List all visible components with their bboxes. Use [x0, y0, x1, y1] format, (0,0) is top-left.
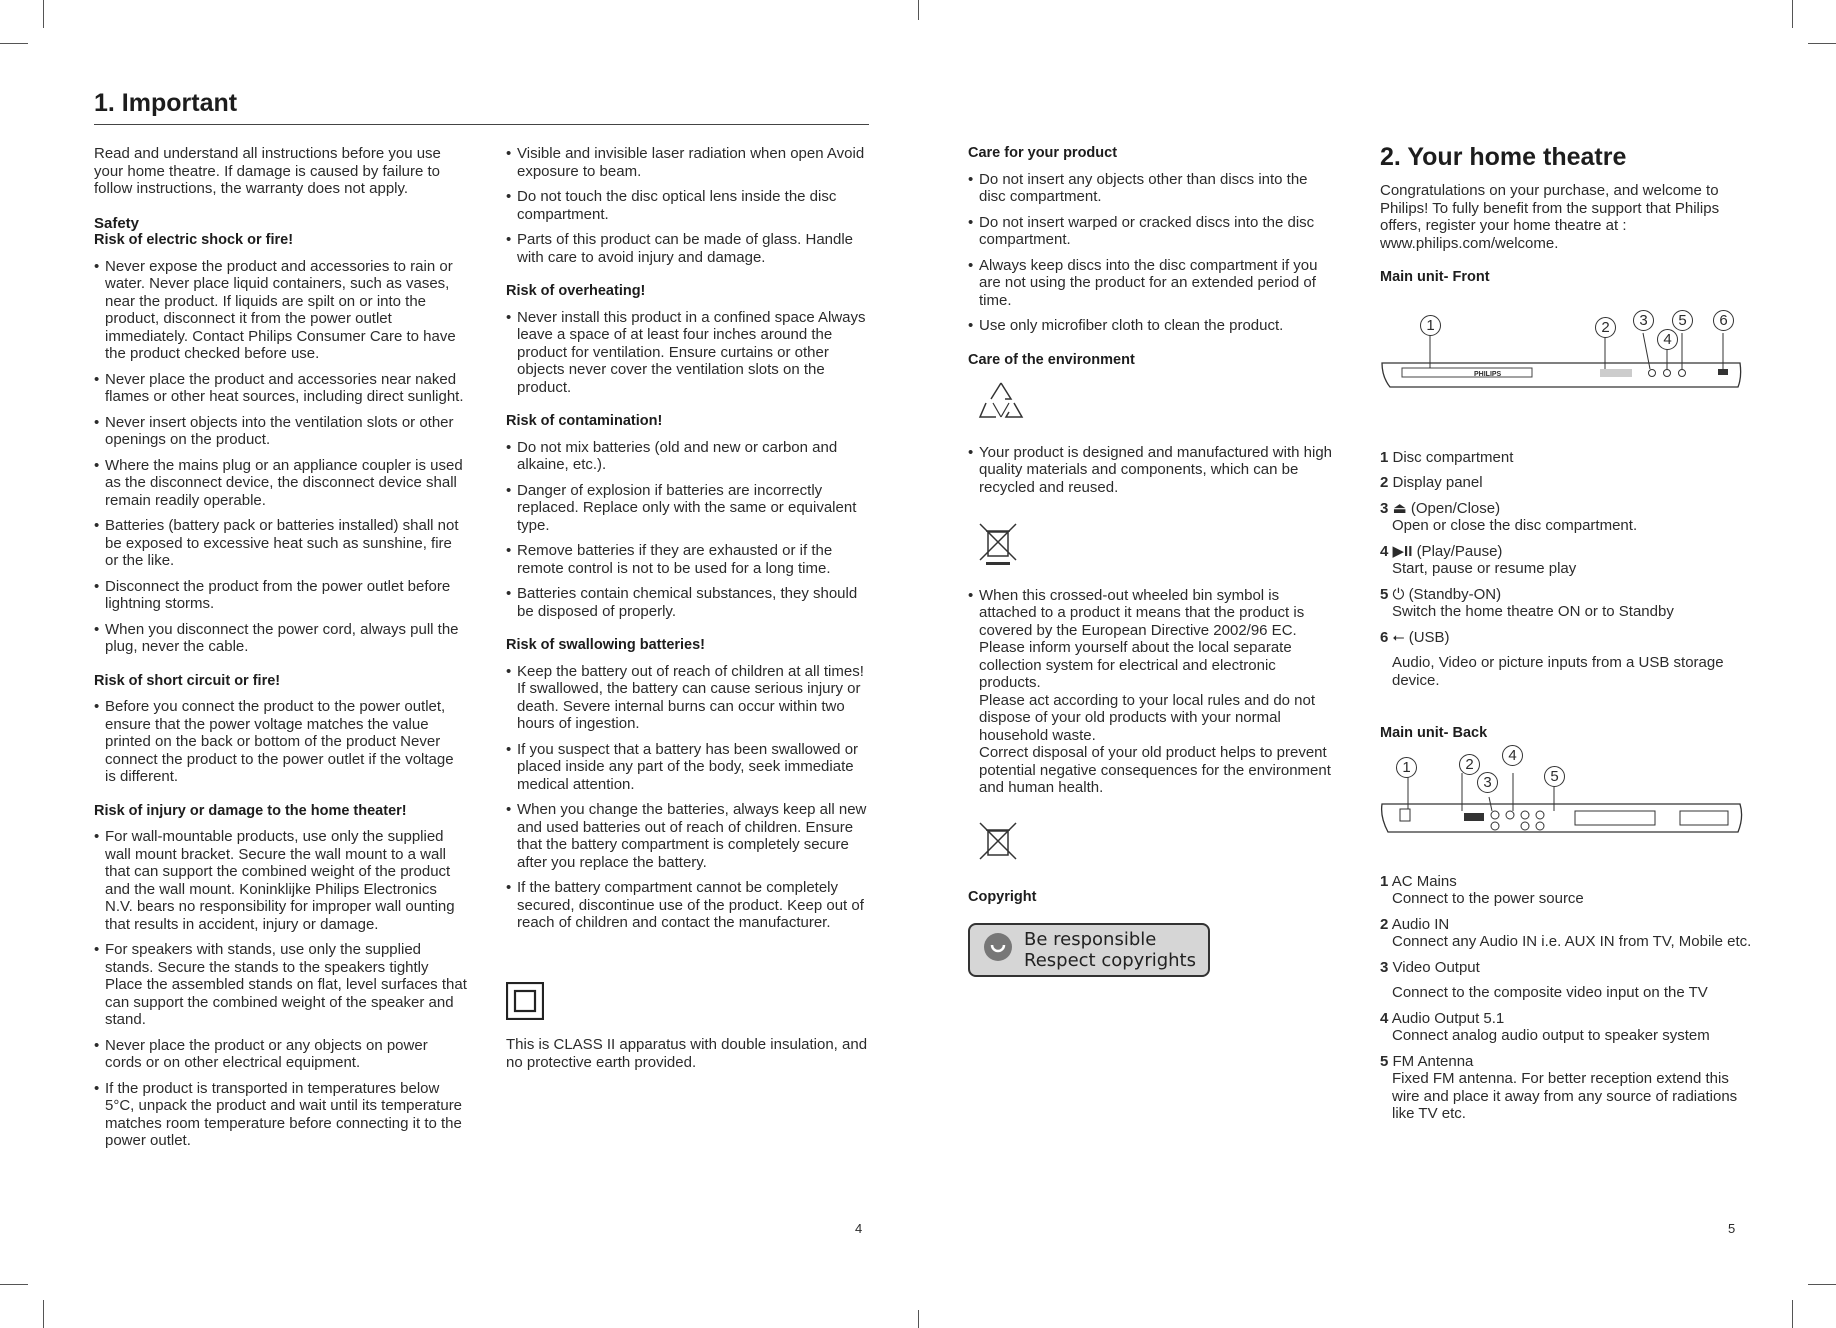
short-circuit-heading: Risk of short circuit or fire!	[94, 672, 281, 689]
electric-shock-heading: Risk of electric shock or fire!	[94, 232, 294, 248]
item-number: 5	[1380, 585, 1389, 603]
item-label: Video Output	[1392, 958, 1480, 976]
laser-list	[506, 145, 874, 266]
item-label: (Standby-ON)	[1408, 585, 1502, 603]
back-callout: 5	[1544, 766, 1565, 787]
crop-mark	[918, 0, 919, 20]
overheating-list	[506, 309, 874, 397]
crop-mark	[0, 1284, 28, 1285]
item-label: (Open/Close)	[1410, 499, 1501, 517]
care-environment-heading: Care of the environment	[968, 351, 1135, 368]
care-product-list	[968, 171, 1338, 335]
list-item: • Never place the product or any objects on power cords or on other electrical equipment.	[94, 1037, 467, 1072]
copyright-icon	[982, 931, 1014, 968]
item-number: 2	[1380, 474, 1389, 491]
left-column-1	[94, 145, 467, 1167]
swallowing-list	[506, 663, 874, 932]
usb-icon: ⭠	[1392, 628, 1405, 646]
crop-mark	[1808, 43, 1836, 44]
list-item: • If the battery compartment cannot be completely secured, discontinue use of the product. Keep out of reach of children and contact the manufacturer.	[506, 879, 874, 932]
list-item: • Always keep discs into the disc compartment if you are not using the product for an extended period of time.	[968, 257, 1338, 310]
item-desc: Connect analog audio output to speaker system	[1392, 1027, 1710, 1044]
short-circuit-list	[94, 698, 467, 786]
copyright-heading: Copyright	[968, 889, 1037, 905]
eject-icon: ⏏	[1392, 499, 1407, 517]
list-item: • Never install this product in a confined space Always leave a space of at least four inches around the product for ventilation. Ensure curtains or other objects never cover the ventilation slots on the product.	[506, 309, 874, 397]
back-item	[1380, 1010, 1760, 1045]
crossed-bin-icon	[978, 522, 1338, 571]
list-item	[968, 587, 1338, 797]
back-item	[1380, 873, 1760, 908]
item-label: (Play/Pause)	[1416, 542, 1503, 560]
front-item	[1380, 474, 1760, 492]
list-item: • Do not insert warped or cracked discs into the disc compartment.	[968, 214, 1338, 249]
item-label: AC Mains	[1391, 872, 1457, 890]
item-label: Audio Output 5.1	[1391, 1009, 1505, 1027]
intro-text: Read and understand all instructions before you use your home theatre. If damage is caused by failure to follow instructions, the warranty does not apply.	[94, 145, 441, 197]
list-item: • Before you connect the product to the power outlet, ensure that the power voltage matches the value printed on the back or bottom of the product Never connect the product to the power outlet if the voltage is different.	[94, 698, 467, 786]
item-desc: Start, pause or resume play	[1392, 560, 1577, 577]
list-item: • Use only microfiber cloth to clean the product.	[968, 317, 1338, 335]
item-number: 4	[1380, 542, 1389, 560]
back-diagram	[1380, 746, 1760, 859]
item-number: 4	[1380, 1009, 1389, 1027]
front-callout: 2	[1595, 317, 1616, 338]
list-item: • Never place the product and accessories near naked flames or other heat sources, including direct sunlight.	[94, 371, 467, 406]
front-item	[1380, 543, 1760, 578]
copyright-line-2: Respect copyrights	[1024, 949, 1196, 971]
list-item: • For wall-mountable products, use only the supplied wall mount bracket. Secure the wall mount to a wall that can support the combined weight of the product and the wall mount. Koninklijke Philips Electronics N.V. bears no responsibility for improper wall ounting that results in accident, injury or damage.	[94, 828, 467, 933]
list-item: • Do not touch the disc optical lens inside the disc compartment.	[506, 188, 874, 223]
list-item: • Keep the battery out of reach of children at all times! If swallowed, the battery can cause serious injury or death. Severe internal burns can occur within two hours of ingestion.	[506, 663, 874, 733]
list-item: • Batteries (battery pack or batteries installed) shall not be exposed to excessive heat such as sunshine, fire or the like.	[94, 517, 467, 570]
back-item	[1380, 1053, 1760, 1123]
list-item: • Danger of explosion if batteries are incorrectly replaced. Replace only with the same or equivalent type.	[506, 482, 874, 535]
item-label: FM Antenna	[1392, 1052, 1474, 1070]
weee-line: Correct disposal of your old product helps to prevent potential negative consequences for the environment and human health.	[979, 744, 1331, 796]
weee-list	[968, 587, 1338, 797]
class2-icon	[506, 982, 874, 1025]
section-title: 2. Your home theatre	[1380, 143, 1627, 171]
copyright-badge	[968, 923, 1210, 977]
swallowing-heading: Risk of swallowing batteries!	[506, 637, 706, 653]
list-item: • Remove batteries if they are exhausted or if the remote control is not to be used for a long time.	[506, 542, 874, 577]
list-item: • When you change the batteries, always keep all new and used batteries out of reach of children. Ensure that the battery compartment is completely secure after you replace the battery.	[506, 801, 874, 871]
list-item: • Do not insert any objects other than discs into the disc compartment.	[968, 171, 1338, 206]
back-callout: 4	[1502, 745, 1523, 766]
crop-mark	[1792, 0, 1793, 28]
back-heading: Main unit- Back	[1380, 725, 1488, 741]
care-product-heading: Care for your product	[968, 145, 1118, 161]
item-label: Audio IN	[1391, 915, 1450, 933]
section-intro: Congratulations on your purchase, and welcome to Philips! To fully benefit from the support that Philips offers, register your home theatre at : www.philips.com/welcome.	[1380, 182, 1720, 252]
list-item: • Do not mix batteries (old and new or carbon and alkaine, etc.).	[506, 439, 874, 474]
item-desc: Connect any Audio IN i.e. AUX IN from TV, Mobile etc.	[1392, 933, 1752, 950]
injury-list	[94, 828, 467, 1150]
item-number: 5	[1380, 1052, 1389, 1070]
right-column-2	[1380, 140, 1760, 1131]
left-column-2	[506, 145, 874, 1088]
item-number: 1	[1380, 872, 1389, 890]
injury-heading: Risk of injury or damage to the home theater!	[94, 802, 407, 819]
contamination-list	[506, 439, 874, 621]
front-item	[1380, 449, 1760, 467]
class2-text: This is CLASS II apparatus with double insulation, and no protective earth provided.	[506, 1036, 868, 1071]
back-item	[1380, 916, 1760, 951]
item-desc: Fixed FM antenna. For better reception extend this wire and place it away from any source of radiations like TV etc.	[1392, 1070, 1738, 1122]
list-item: • Disconnect the product from the power outlet before lightning storms.	[94, 578, 467, 613]
crop-mark	[43, 1300, 44, 1328]
list-item: • Parts of this product can be made of glass. Handle with care to avoid injury and damage.	[506, 231, 874, 266]
front-diagram	[1380, 295, 1760, 415]
front-callout: 1	[1420, 315, 1441, 336]
item-desc: Connect to the composite video input on the TV	[1392, 984, 1708, 1001]
power-icon: ⏻	[1392, 585, 1405, 603]
front-brand-label: PHILIPS	[1474, 370, 1502, 378]
page-number-right: 5	[1728, 1221, 1736, 1236]
crop-mark	[0, 43, 28, 44]
crop-mark	[1792, 1300, 1793, 1328]
front-callout: 4	[1657, 329, 1678, 350]
item-number: 3	[1380, 958, 1389, 976]
item-desc: Open or close the disc compartment.	[1392, 517, 1638, 534]
crop-mark	[918, 1310, 919, 1328]
back-callout: 2	[1459, 754, 1480, 775]
back-callout: 1	[1396, 757, 1417, 778]
front-callout: 6	[1713, 310, 1734, 331]
item-desc: Switch the home theatre ON or to Standby	[1392, 603, 1674, 620]
crop-mark	[43, 0, 44, 28]
copyright-line-1: Be responsible	[1024, 928, 1157, 950]
page-number-left: 4	[855, 1221, 863, 1236]
list-item: • Never expose the product and accessories to rain or water. Never place liquid containers, such as vases, near the product. If liquids are spilt on or into the product, disconnect it from the power outlet immediately. Contact Philips Consumer Care to have the product checked before use.	[94, 258, 467, 363]
page-title: 1. Important	[94, 86, 869, 125]
crop-mark	[1808, 1284, 1836, 1285]
front-heading: Main unit- Front	[1380, 269, 1490, 285]
play-pause-icon: ▶II	[1392, 542, 1413, 560]
right-column-1	[968, 145, 1338, 977]
list-item: • If you suspect that a battery has been swallowed or placed inside any part of the body, seek immediate medical attention.	[506, 741, 874, 794]
electric-shock-list	[94, 258, 467, 656]
front-callout: 5	[1672, 310, 1693, 331]
item-desc: Audio, Video or picture inputs from a USB storage device.	[1392, 654, 1724, 689]
environment-list	[968, 444, 1338, 497]
safety-heading: Safety	[94, 214, 140, 232]
item-number: 2	[1380, 915, 1389, 933]
item-desc: Connect to the power source	[1392, 890, 1584, 907]
front-item	[1380, 500, 1760, 535]
item-label: (USB)	[1408, 628, 1450, 646]
back-item	[1380, 959, 1760, 1002]
overheating-heading: Risk of overheating!	[506, 283, 646, 299]
contamination-heading: Risk of contamination!	[506, 413, 663, 429]
weee-line: • When this crossed-out wheeled bin symbol is attached to a product it means that the product is covered by the European Directive 2002/96 EC. Please inform yourself about the local separate collection system for electrical and electronic products.	[979, 586, 1305, 691]
front-item	[1380, 629, 1760, 690]
list-item: • Your product is designed and manufactured with high quality materials and components, which can be recycled and reused.	[968, 444, 1338, 497]
list-item: • For speakers with stands, use only the supplied stands. Secure the stands to the speakers tightly Place the assembled stands on flat, level surfaces that can support the combined weight of the speaker and stand.	[94, 941, 467, 1029]
list-item: • When you disconnect the power cord, always pull the plug, never the cable.	[94, 621, 467, 656]
front-item	[1380, 586, 1760, 621]
front-callout: 3	[1633, 310, 1654, 331]
item-number: 6	[1380, 628, 1389, 646]
crossed-bin-icon	[978, 821, 1338, 870]
item-label: Disc compartment	[1392, 448, 1514, 466]
list-item: • Never insert objects into the ventilation slots or other openings on the product.	[94, 414, 467, 449]
item-label: Display panel	[1392, 474, 1483, 491]
list-item: • Visible and invisible laser radiation when open Avoid exposure to beam.	[506, 145, 874, 180]
recycle-icon	[978, 379, 1338, 428]
item-number: 1	[1380, 448, 1389, 466]
back-callout: 3	[1477, 772, 1498, 793]
list-item: • Where the mains plug or an appliance coupler is used as the disconnect device, the disconnect device shall remain readily operable.	[94, 457, 467, 510]
copyright-badge-text	[1024, 929, 1196, 971]
list-item: • If the product is transported in temperatures below 5°C, unpack the product and wait until its temperature matches room temperature before connecting it to the power outlet.	[94, 1080, 467, 1150]
weee-line: Please act according to your local rules and do not dispose of your old products with your normal household waste.	[979, 691, 1316, 744]
item-number: 3	[1380, 499, 1389, 517]
list-item: • Batteries contain chemical substances, they should be disposed of properly.	[506, 585, 874, 620]
